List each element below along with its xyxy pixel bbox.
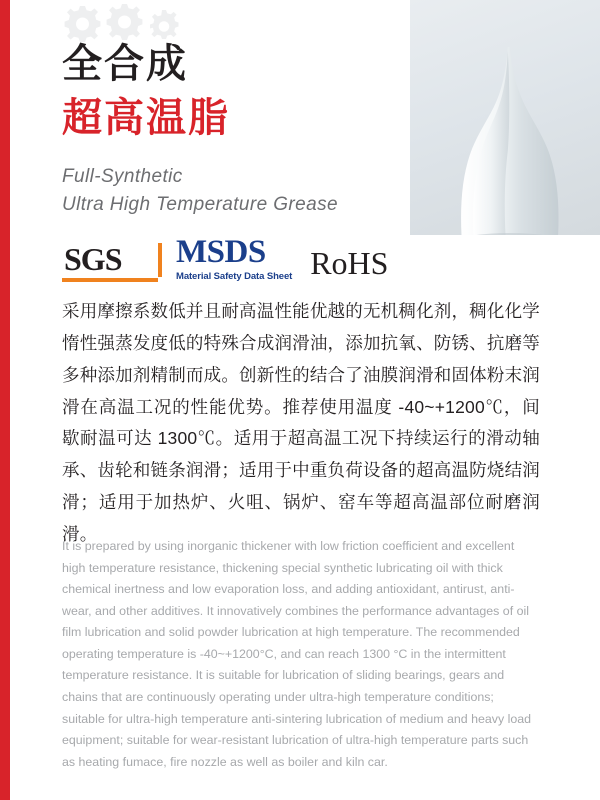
sgs-logo-label: SGS [64, 240, 122, 277]
title-english-line1: Full-Synthetic [62, 166, 183, 187]
rohs-logo-label: RoHS [310, 244, 389, 281]
title-english [62, 163, 338, 218]
sgs-logo [62, 240, 158, 282]
msds-logo [176, 236, 292, 282]
title-chinese-secondary: 超高温脂 [62, 96, 230, 140]
title-chinese-primary: 全合成 [62, 42, 188, 86]
product-photo [410, 0, 600, 235]
left-accent-bar [0, 0, 10, 800]
msds-logo-sublabel: Material Safety Data Sheet [176, 271, 293, 282]
sgs-underline [62, 278, 158, 282]
gear-watermark [62, 4, 182, 44]
sgs-side-bar [158, 243, 162, 277]
description-chinese: 采用摩擦系数低并且耐高温性能优越的无机稠化剂，稠化化学惰性强蒸发度低的特殊合成润滑油，添加抗氧、防锈、抗磨等多种添加剂精制而成。创新性的结合了油膜润滑和固体粉末润滑在高温工况的性能优势。推荐使用温度 -40~+1200℃，间歇耐温可达 1300℃。适用于超高温工况下持续运行的滑动轴承、齿轮和链条润滑；适用于中重负荷设备的超高温防烧结润滑；适用于加热炉、火咀、锅炉、窑车等超高温部位耐磨润滑。 [62, 301, 540, 544]
title-english-line2: Ultra High Temperature Grease [62, 193, 338, 215]
certification-logos [62, 236, 388, 282]
description-english: It is prepared by using inorganic thickener with low friction coefficient and excellent high temperature resistance, thickening special synthetic lubricating oil with thick chemical inertness and low evaporation loss, and adding antioxidant, antirust, anti-wear, and other additives. It innovatively combines the performance advantages of oil film lubrication and solid powder lubrication at high temperature. The recommended operating temperature is -40~+1200°C, and can reach 1300 °C in the intermittent temperature resistance. It is suitable for lubrication of sliding bearings, gears and chains that are continuously operating under ultra-high temperature conditions; suitable for ultra-high temperature anti-sintering lubrication of medium and heavy load equipment; suitable for wear-resistant lubrication of ultra-high temperature parts such as heating fumace, fire nozzle as well as boiler and kiln car. [62, 539, 532, 769]
msds-logo-label: MSDS [176, 234, 266, 270]
